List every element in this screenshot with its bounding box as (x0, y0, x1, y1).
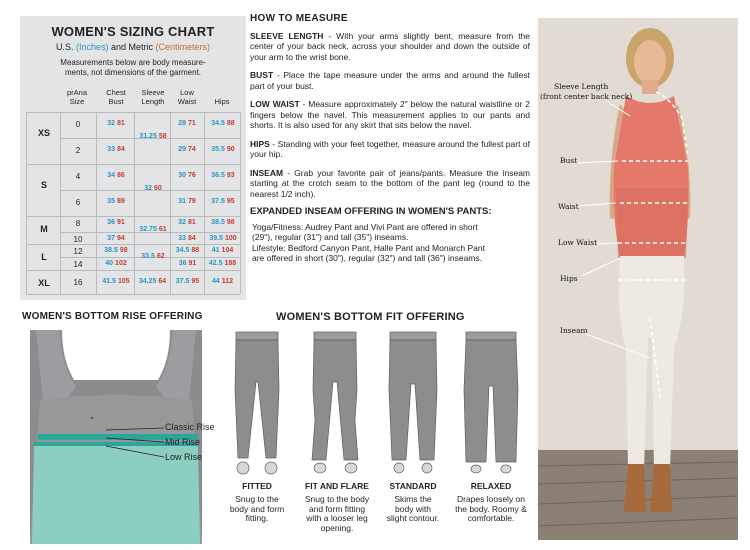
standard-pant (389, 332, 437, 473)
grid-line (60, 112, 61, 294)
hips-value (206, 146, 240, 153)
value-inches: 36 (107, 219, 115, 226)
hips-value (205, 247, 240, 254)
value-inches: 34.5 (175, 247, 190, 254)
desc-line: fitting. (245, 513, 269, 523)
sleeve-value (135, 278, 170, 285)
classic-rise-label: Classic Rise (165, 422, 215, 432)
sleeve-value (136, 226, 170, 233)
value-cm: 88 (191, 247, 200, 254)
value-inches: 33.5 (141, 253, 155, 260)
instruction-label: INSEAM (250, 167, 284, 178)
value-inches: 32.75 (139, 226, 157, 233)
desc-line: body with (395, 503, 431, 514)
size-label: L (41, 252, 47, 262)
units-inches: (Inches) (75, 42, 109, 52)
bust-instruction (250, 70, 530, 91)
hips-value (206, 235, 240, 242)
value-cm: 76 (188, 172, 196, 179)
value-cm: 94 (117, 235, 125, 242)
header-text: Chest (106, 88, 126, 97)
header-hips (206, 97, 238, 106)
fit-illustrations (230, 330, 530, 476)
fit-desc-relaxed (449, 495, 533, 524)
value-inches: 38.5 (211, 219, 225, 226)
value-inches: 44 (211, 278, 220, 285)
header-text: Low (180, 88, 194, 97)
value-inches: 38.5 (104, 247, 118, 254)
waist-value (171, 278, 204, 285)
prana-size: 4 (75, 172, 81, 181)
grid-line (96, 112, 97, 294)
value-cm: 112 (221, 278, 234, 285)
grid-line (26, 112, 27, 294)
inseam-line: Lifestyle: Bedford Canyon Pant, Halle Pant and Monarch Pant (252, 242, 485, 253)
value-inches: 33 (178, 235, 186, 242)
desc-line: Snug to the body (304, 494, 370, 504)
value-cm: 74 (188, 146, 196, 153)
value-cm: 98 (119, 247, 128, 254)
value-inches: 32 (107, 120, 115, 127)
photo-label-sleeve: Sleeve Length (554, 82, 609, 91)
photo-label-waist: Waist (558, 202, 579, 211)
how-to-measure (250, 14, 530, 264)
value-cm: 84 (117, 146, 125, 153)
value-inches: 35.5 (211, 146, 225, 153)
relaxed-pant (464, 332, 518, 473)
rise-title: WOMEN'S BOTTOM RISE OFFERING (22, 311, 203, 322)
instruction-label: LOW WAIST (250, 99, 300, 109)
sleeve-value (136, 133, 170, 140)
chest-value (100, 219, 132, 226)
desc-line: slight contour. (386, 513, 440, 523)
value-cm: 88 (226, 120, 235, 127)
value-inches: 40 (105, 260, 114, 267)
chest-value (100, 198, 132, 205)
header-sleeve (136, 88, 170, 106)
waist-value (172, 219, 202, 226)
chest-value (100, 235, 132, 242)
header-text: Length (141, 97, 165, 106)
waist-value (172, 198, 202, 205)
grid-line (26, 164, 240, 165)
instruction-label: SLEEVE LENGTH (250, 30, 324, 41)
photo-label-low-waist: Low Waist (558, 238, 598, 247)
value-cm: 61 (158, 226, 167, 233)
value-cm: 91 (117, 219, 125, 226)
inseam-line: Yoga/Fitness: Audrey Pant and Vivi Pant are offered in short (252, 221, 478, 232)
photo-label-bust: Bust (560, 156, 578, 165)
value-inches: 29 (178, 146, 186, 153)
value-cm: 89 (117, 198, 125, 205)
value-cm: 98 (226, 219, 235, 226)
fit-title: WOMEN'S BOTTOM FIT OFFERING (276, 311, 465, 323)
value-cm: 100 (224, 235, 237, 242)
value-cm: 91 (188, 260, 197, 267)
waist-instruction (250, 99, 530, 131)
value-inches: 36 (178, 260, 187, 267)
instruction-label: HIPS (250, 138, 270, 149)
value-inches: 34.5 (211, 120, 225, 127)
header-text: Size (69, 97, 85, 106)
value-inches: 34 (107, 172, 115, 179)
units-cm: (Centimeters) (155, 42, 211, 52)
value-inches: 41 (211, 247, 220, 254)
size-label: XS (37, 128, 50, 138)
value-inches: 37.5 (211, 198, 225, 205)
photo-label-sleeve-note: (front center back neck) (540, 92, 633, 101)
value-cm: 86 (117, 172, 125, 179)
fit-name-relaxed: RELAXED (470, 481, 512, 491)
value-cm: 60 (154, 185, 162, 192)
waist-value (171, 247, 204, 254)
value-cm: 71 (188, 120, 196, 127)
units-prefix: U.S. (55, 42, 74, 52)
header-text: prAna (66, 88, 87, 97)
value-cm: 188 (224, 260, 237, 267)
grid-line (26, 112, 240, 113)
value-cm: 84 (188, 235, 196, 242)
desc-line: opening. (320, 522, 354, 533)
photo-label-inseam: Inseam (560, 326, 588, 335)
value-inches: 37 (107, 235, 115, 242)
prana-size: 14 (73, 260, 83, 269)
grid-line (26, 216, 240, 217)
hips-value (205, 278, 240, 285)
grid-line (134, 112, 135, 294)
chart-units (20, 42, 246, 52)
hips-value (206, 198, 240, 205)
hips-value (205, 260, 240, 267)
waist-value (172, 235, 202, 242)
chart-title: WOMEN'S SIZING CHART (51, 24, 215, 39)
value-inches: 32 (178, 219, 186, 226)
value-inches: 42.5 (208, 260, 223, 267)
note-line: ments, not dimensions of the garment. (64, 68, 202, 77)
sleeve-value (136, 253, 170, 260)
desc-line: Drapes loosely on (456, 494, 526, 504)
chest-value (100, 172, 132, 179)
value-inches: 39.5 (209, 235, 223, 242)
fit-desc-flare (295, 495, 379, 533)
waist-value (171, 260, 204, 267)
chest-value (98, 278, 134, 285)
fit-name-standard: STANDARD (389, 481, 437, 491)
inseam-line: are offered in short (30"), regular (32") and tall (36") inseams. (252, 253, 483, 263)
chest-value (100, 120, 132, 127)
header-size (62, 88, 92, 106)
instruction-text: - Grab your favorite pair of jeans/pants. Measure the inseam starting at the crotch seam to the bottom of the pant leg (round to the nearest 1/2 inch). (250, 167, 530, 199)
value-inches: 33 (107, 146, 115, 153)
header-chest (100, 88, 132, 106)
header-text: Bust (108, 97, 124, 106)
fit-desc-standard (371, 495, 455, 524)
waist-value (172, 146, 202, 153)
header-text: Sleeve (141, 88, 165, 97)
value-cm: 102 (115, 260, 127, 267)
prana-size: 16 (73, 278, 83, 287)
value-inches: 31.25 (139, 133, 157, 140)
instruction-text: - With your arms slightly bent, measure from the center of your back neck, across your shoulder and down the outside of your arm to the wrist bone. (250, 30, 531, 62)
value-cm: 105 (117, 278, 130, 285)
photo-label-hips: Hips (560, 274, 578, 283)
fitted-pant (235, 332, 279, 474)
desc-line: Skims the (394, 494, 432, 504)
note-line: Measurements below are body measure- (60, 58, 206, 67)
instruction-text: - Place the tape measure under the arms and around the fullest part of your bust. (250, 70, 530, 91)
instruction-text: - Measure approximately 2" below the natural waistline or 2 fingers below the navel. This measurement applies to our pants and shorts. It is also used for any skirt that sits below the navel. (250, 99, 530, 130)
inseam-line: (29"), regular (31") and tall (35") inseams. (252, 232, 409, 242)
value-cm: 93 (226, 172, 235, 179)
grid-line (26, 244, 240, 245)
value-inches: 28 (178, 120, 186, 127)
chart-note (28, 58, 238, 78)
desc-line: with a looser leg (306, 513, 368, 523)
value-cm: 79 (188, 198, 196, 205)
grid-line (26, 294, 240, 295)
value-cm: 95 (226, 198, 235, 205)
hips-value (206, 219, 240, 226)
hips-value (206, 120, 240, 127)
header-text: Hips (214, 97, 230, 106)
value-inches: 34.25 (138, 278, 157, 285)
desc-line: body and form (229, 503, 285, 514)
waist-value (172, 120, 202, 127)
prana-size: 2 (75, 146, 81, 155)
desc-line: Snug to the (235, 494, 279, 504)
inseam-instruction (250, 168, 530, 200)
value-inches: 31 (178, 198, 186, 205)
value-inches: 37.5 (175, 278, 190, 285)
size-label: XL (38, 278, 50, 288)
value-inches: 35 (107, 198, 115, 205)
value-cm: 62 (156, 253, 165, 260)
prana-size: 10 (73, 235, 83, 244)
units-middle: and Metric (111, 42, 154, 52)
chest-value (98, 260, 134, 267)
waist-value (172, 172, 202, 179)
value-cm: 58 (158, 133, 167, 140)
value-inches: 32 (144, 185, 152, 192)
desc-line: the body. Roomy & (455, 503, 527, 514)
sleeve-instruction (250, 31, 530, 63)
expanded-inseam-title: EXPANDED INSEAM OFFERING IN WOMEN'S PANTS: (250, 206, 492, 217)
sizing-chart (20, 16, 246, 300)
instruction-text: - Standing with your feet together, measure around the fullest part of your hip. (250, 138, 530, 159)
fit-name-fitted: FITTED (242, 481, 272, 491)
value-cm: 64 (158, 278, 167, 285)
low-rise-label: Low Rise (165, 452, 203, 462)
value-cm: 81 (117, 120, 125, 127)
prana-size: 12 (73, 247, 83, 256)
value-cm: 95 (191, 278, 200, 285)
sleeve-value (136, 185, 170, 192)
value-cm: 81 (188, 219, 196, 226)
value-inches: 41.5 (102, 278, 116, 285)
chest-value (100, 146, 132, 153)
value-cm: 104 (221, 247, 234, 254)
desc-line: comfortable. (467, 513, 515, 523)
fit-and-flare-pant (312, 332, 358, 473)
how-title: HOW TO MEASURE (250, 13, 348, 24)
fit-desc-fitted (215, 495, 299, 524)
size-label: S (40, 180, 47, 190)
model-photo (538, 18, 738, 540)
grid-line (26, 270, 240, 271)
hips-instruction (250, 139, 530, 160)
header-waist (172, 88, 202, 106)
hips-value (206, 172, 240, 179)
value-cm: 90 (226, 146, 235, 153)
expanded-inseam-text (250, 222, 530, 264)
prana-size: 8 (75, 219, 81, 228)
value-inches: 36.5 (211, 172, 225, 179)
instruction-label: BUST (250, 70, 274, 80)
grid-line (240, 112, 241, 294)
prana-size: 0 (75, 120, 81, 129)
fit-name-flare: FIT AND FLARE (305, 481, 369, 491)
header-text: Waist (177, 97, 197, 106)
desc-line: and form fitting (308, 503, 366, 514)
size-label: M (40, 224, 48, 234)
mid-rise-label: Mid Rise (165, 437, 201, 447)
prana-size: 6 (75, 198, 81, 207)
value-inches: 30 (178, 172, 186, 179)
chest-value (98, 247, 134, 254)
